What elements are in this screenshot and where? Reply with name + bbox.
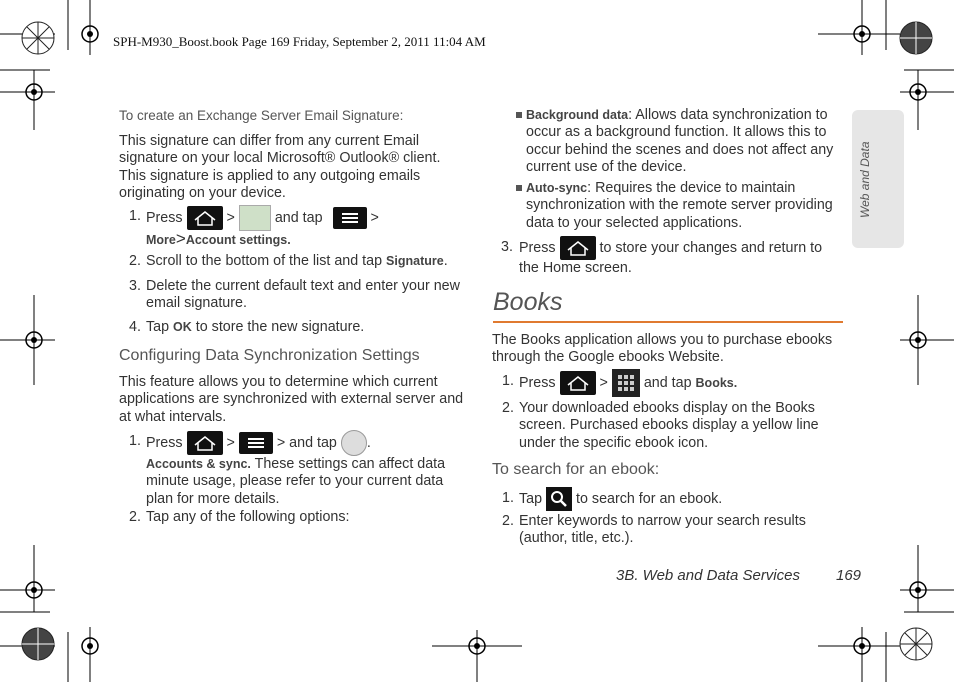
- accounts-sync-label: Accounts & sync.: [146, 457, 251, 471]
- search-step-1: [492, 487, 842, 511]
- step-text: to store the new signature.: [195, 319, 365, 335]
- apps-grid-icon: [612, 369, 640, 397]
- step-2: [119, 253, 469, 270]
- bullet-auto-sync: [516, 180, 842, 232]
- step-number: 1.: [129, 208, 141, 224]
- arrow-sep: >: [370, 209, 379, 226]
- section-rule: [493, 321, 843, 323]
- bullet-text: : Requires the device to maintain synchronization with the remote server providing data to your selected applications.: [526, 180, 833, 231]
- menu-key-icon: [239, 432, 273, 454]
- home-key-icon: [560, 236, 596, 260]
- account-settings-label: Account settings.: [185, 233, 291, 247]
- arrow-sep: >: [175, 229, 186, 248]
- sync-step-2: [119, 509, 469, 526]
- arrow-sep: >: [599, 374, 608, 391]
- search-step-2: [492, 513, 842, 548]
- ok-label: OK: [173, 320, 192, 334]
- books-step-1: [492, 369, 842, 397]
- step-period: .: [366, 434, 371, 451]
- step-text: to search for an ebook.: [576, 490, 723, 507]
- press-label: Press: [146, 434, 183, 451]
- bullet-background-data: [516, 107, 842, 176]
- background-data-label: Background data: [526, 108, 629, 122]
- bullet-text: : Allows data synchronization to occur as a background function. It allows this to occur behind the scenes and does not affect any current use of the device.: [526, 107, 834, 175]
- step-3: [119, 278, 469, 313]
- settings-gear-icon: [341, 430, 367, 456]
- step-text: Scroll to the bottom of the list and tap: [146, 253, 383, 269]
- press-label: Press: [519, 239, 556, 256]
- home-key-icon: [187, 206, 223, 230]
- bullet-icon: [516, 112, 522, 118]
- sync-step-1: [119, 430, 469, 508]
- home-key-icon: [560, 371, 596, 395]
- print-header: SPH-M930_Boost.book Page 169 Friday, September 2, 2011 11:04 AM: [113, 34, 486, 49]
- books-title: Books: [493, 288, 563, 316]
- and-tap-label: and tap: [274, 209, 323, 226]
- step-text: Tap any of the following options:: [146, 509, 350, 525]
- email-app-icon: [239, 205, 271, 231]
- step-number: 3.: [501, 239, 513, 255]
- step-number: 1.: [502, 373, 514, 389]
- more-label: More: [146, 233, 176, 247]
- step-text: Delete the current default text and enter your new email signature.: [146, 278, 460, 312]
- step-number: 2.: [502, 513, 514, 529]
- and-tap-label: and tap: [643, 374, 692, 391]
- data-sync-intro: This feature allows you to determine which current applications are synchronized with external server and at what intervals.: [119, 374, 464, 425]
- menu-key-icon: [333, 207, 367, 229]
- step-period: .: [443, 253, 448, 269]
- step-4: [119, 319, 469, 336]
- books-step-2: [492, 400, 842, 452]
- press-label: Press: [519, 374, 556, 391]
- search-icon: [546, 487, 572, 511]
- auto-sync-label: Auto-sync: [526, 181, 588, 195]
- exchange-signature-heading: To create an Exchange Server Email Signature:: [119, 108, 404, 123]
- step-number: 2.: [502, 400, 514, 416]
- press-label: Press: [146, 209, 183, 226]
- sync-step-3: [492, 236, 842, 277]
- page-number: 169: [836, 567, 862, 584]
- tap-label: Tap: [519, 490, 543, 507]
- step-text: Your downloaded ebooks display on the Books screen. Purchased ebooks display a yellow line under the specific ebook icon.: [519, 400, 819, 451]
- step-number: 1.: [502, 490, 514, 506]
- and-tap-label: > and tap: [276, 434, 337, 451]
- step-text: These settings can affect data minute usage, please refer to your current data plan for more details.: [146, 456, 446, 507]
- step-1: [119, 205, 469, 248]
- step-number: 2.: [129, 509, 141, 525]
- arrow-sep: >: [226, 209, 235, 226]
- side-tab-label: Web and Data: [858, 141, 872, 218]
- signature-intro: This signature can differ from any current Email signature on your local Microsoft® Outlook® client. This signature is applied to any outgoing emails originating on your device.: [119, 133, 441, 201]
- search-ebook-heading: To search for an ebook:: [492, 461, 660, 478]
- step-number: 2.: [129, 253, 141, 269]
- step-number: 3.: [129, 278, 141, 294]
- footer-section: 3B. Web and Data Services: [616, 567, 800, 584]
- signature-label: Signature: [386, 254, 444, 268]
- step-text: Enter keywords to narrow your search results (author, title, etc.).: [519, 513, 806, 547]
- books-label: Books.: [695, 375, 738, 390]
- arrow-sep: >: [226, 434, 235, 451]
- data-sync-heading: Configuring Data Synchronization Settings: [119, 347, 420, 364]
- step-number: 1.: [129, 433, 141, 449]
- step-text: to store your changes and return to the Home screen.: [519, 239, 823, 276]
- bullet-icon: [516, 185, 522, 191]
- books-intro: The Books application allows you to purchase ebooks through the Google ebooks Website.: [492, 332, 833, 366]
- tap-label: Tap: [146, 319, 170, 335]
- step-number: 4.: [129, 319, 141, 335]
- home-key-icon: [187, 431, 223, 455]
